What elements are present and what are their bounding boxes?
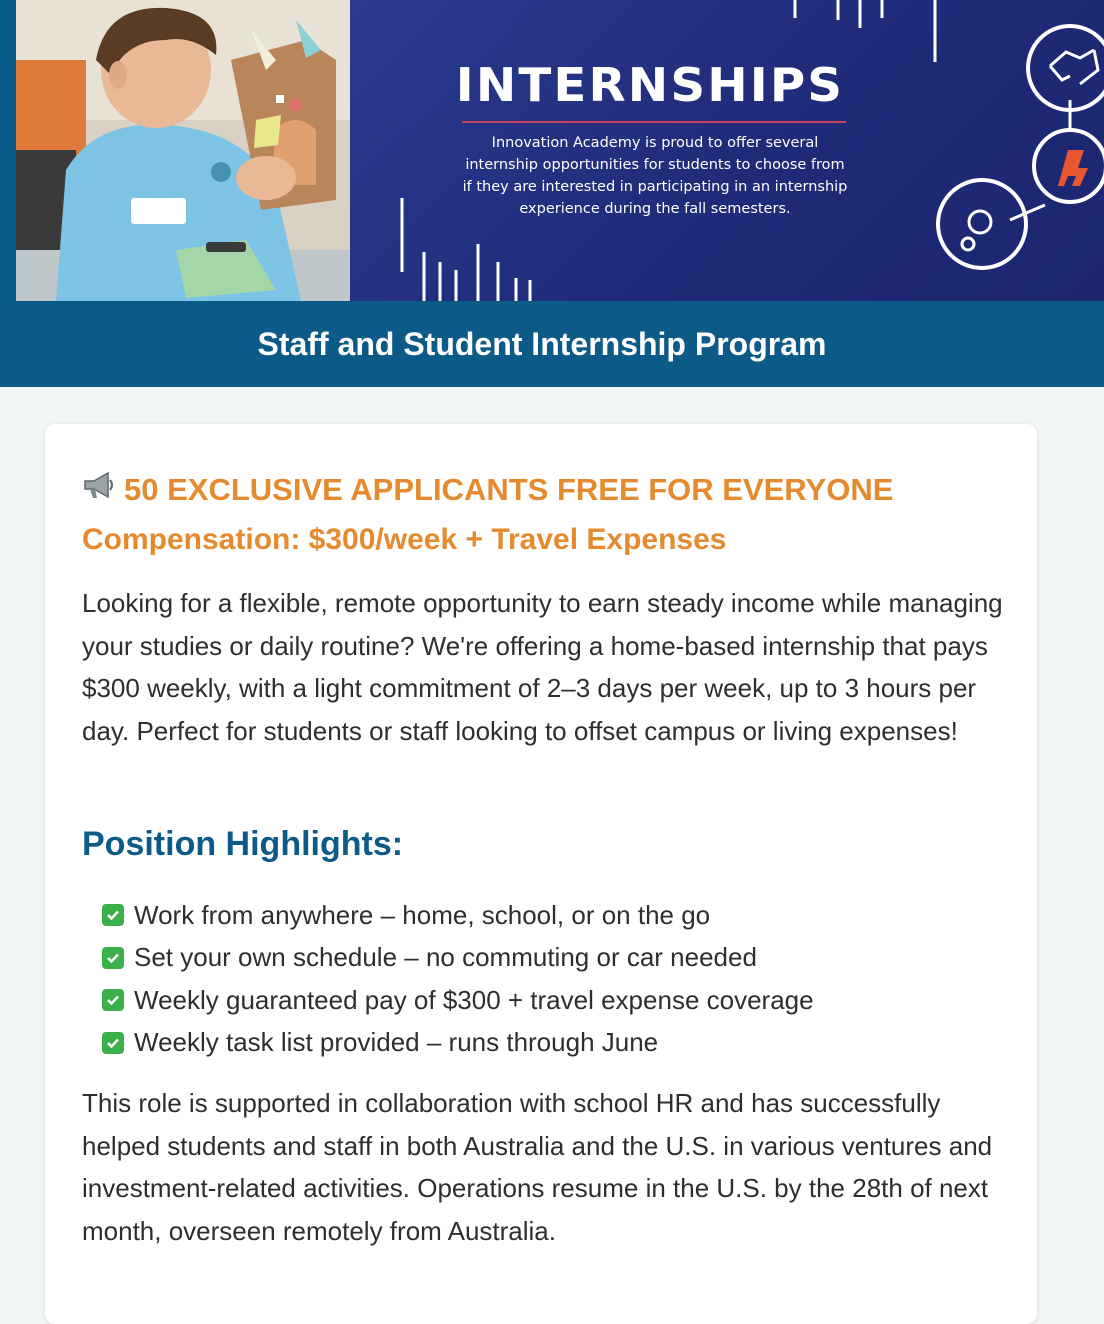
hero-edge-strip: [0, 0, 16, 301]
list-item: [102, 937, 1002, 980]
highlights-list: [102, 894, 1002, 1064]
program-header: [0, 301, 1104, 387]
checkmark-icon: [102, 1032, 124, 1054]
promo-headline: [82, 470, 1022, 510]
checkmark-icon: [102, 989, 124, 1011]
promo-headline-text: 50 EXCLUSIVE APPLICANTS FREE FOR EVERYONE: [124, 472, 894, 507]
list-item-text: Weekly guaranteed pay of $300 + travel expense coverage: [134, 984, 814, 1015]
list-item: [102, 1022, 1002, 1065]
hero-banner: [0, 0, 1104, 301]
compensation-line: Compensation: $300/week + Travel Expenses: [82, 523, 727, 556]
megaphone-icon: [82, 470, 116, 510]
list-item-text: Work from anywhere – home, school, or on the go: [134, 899, 711, 930]
checkmark-icon: [102, 904, 124, 926]
student-photo: [16, 0, 350, 301]
banner-title: INTERNSHIPS: [455, 58, 845, 112]
highlights-heading: Position Highlights:: [82, 825, 404, 863]
list-item-text: Set your own schedule – no commuting or car needed: [134, 942, 757, 973]
banner-divider: [462, 121, 846, 123]
checkmark-icon: [102, 947, 124, 969]
list-item-text: Weekly task list provided – runs through June: [134, 1027, 659, 1058]
banner-description: Innovation Academy is proud to offer several internship opportunities for students to choose from if they are interested in participating in an internship experience during the fall semesters.: [462, 135, 848, 217]
closing-paragraph: This role is supported in collaboration with school HR and has successfully helped students and staff in both Australia and the U.S. in various ventures and investment-related activities. Operations resume in the U.S. by the 28th of next month, overseen remotely from Australia.: [82, 1088, 993, 1246]
page-title: Staff and Student Internship Program: [257, 325, 827, 362]
list-item: [102, 894, 1002, 937]
intro-paragraph: Looking for a flexible, remote opportunity to earn steady income while managing your studies or daily routine? We're offering a home-based internship that pays $300 weekly, with a light commitment of 2–3 days per week, up to 3 hours per day. Perfect for students or staff looking to offset campus or living expenses!: [82, 588, 1003, 746]
internships-banner: [350, 0, 1104, 301]
list-item: [102, 979, 1002, 1022]
